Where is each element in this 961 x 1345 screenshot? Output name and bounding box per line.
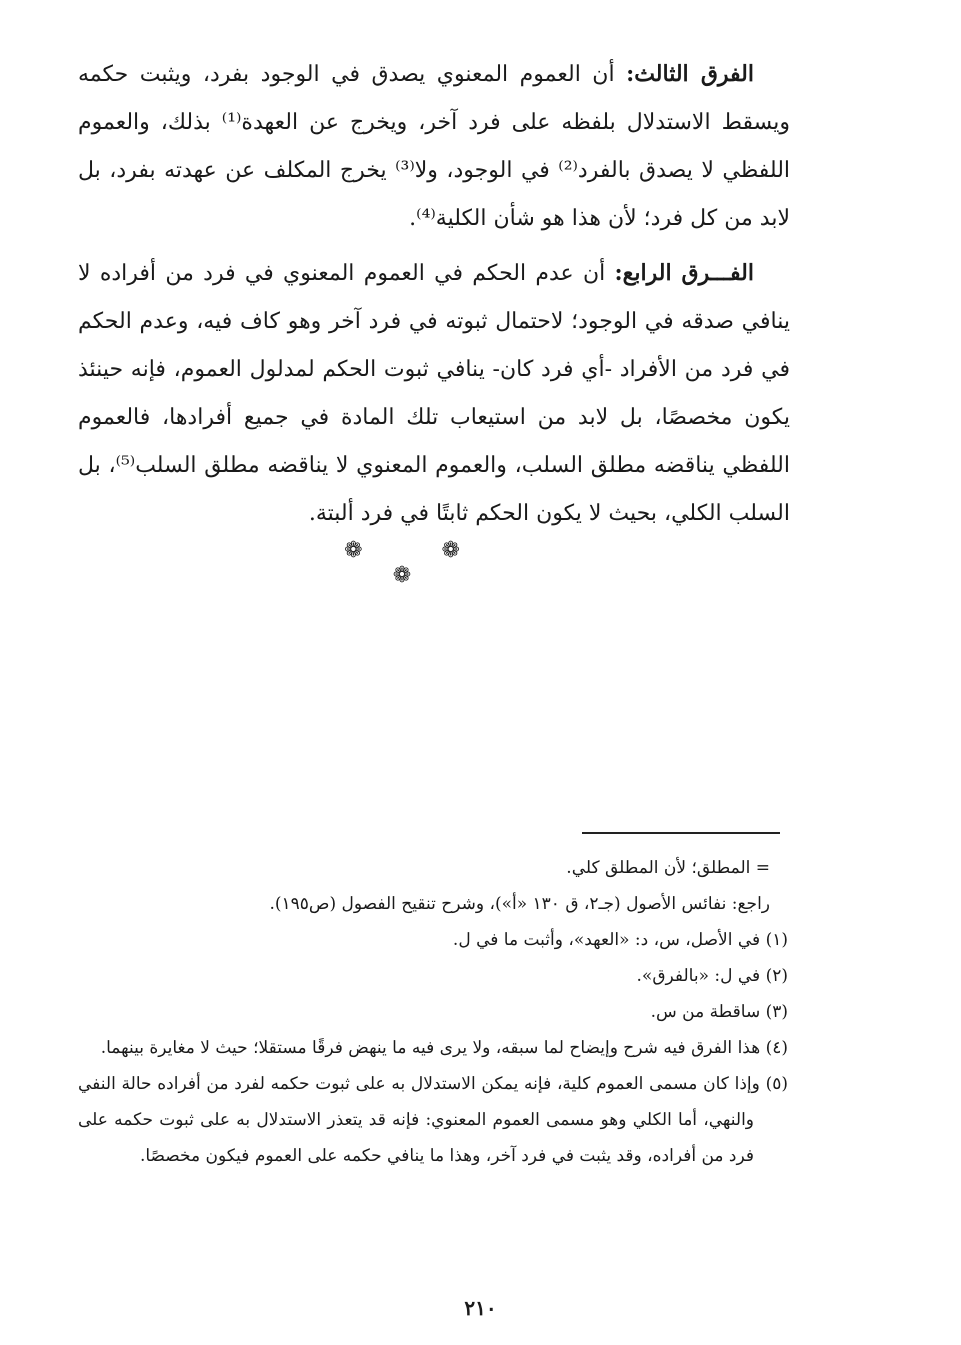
footnote-continuation: راجع: نفائس الأصول (جـ٢، ق ١٣٠ «أ»)، وشرح تنقيح الفصول (ص١٩٥). — [269, 894, 770, 914]
footnote-continuation: = المطلق؛ لأن المطلق كلي. — [566, 858, 770, 878]
footnote-3: (٣) ساقطة من س. — [650, 1002, 788, 1022]
paragraph-lead: الفـــرق الرابع: — [614, 260, 754, 286]
footnote-separator — [582, 832, 780, 834]
page-number: ٢١٠ — [464, 1296, 497, 1320]
footnote-4: (٤) هذا الفرق فيه شرح وإيضاح لما سبقه، ولا يرى فيه ما ينهض فرقًا مستقلا؛ حيث لا مغايرة بينهما. — [100, 1038, 788, 1058]
paragraph-body: أن عدم الحكم في العموم المعنوي في فرد من أفراده لا ينافي صدقه في الوجود؛ لاحتمال ثبوته في فرد آخر وهو كاف فيه، وعدم الحكم في فرد من الأفراد -أي فرد كان- ينافي ثبوت الحكم لمدلول العموم، فإنه حينئذ يكون مخصصًا، بل لابد من استيعاب تلك المادة في جميع أفرادها، فالعموم اللفظي يناقضه مطلق السلب، والعموم المعنوي لا يناقضه مطلق السلب⁽⁵⁾، بل السلب الكلي، بحيث لا يكون الحكم ثابتًا في فرد ألبتة. — [78, 261, 790, 526]
section-ornament: ❁ ❁ ❁ — [344, 538, 496, 588]
main-text — [78, 50, 790, 544]
footnotes — [78, 850, 788, 1174]
paragraph-third-difference — [78, 50, 790, 243]
paragraph-body: أن العموم المعنوي يصدق في الوجود بفرد، ويثبت حكمه ويسقط الاستدلال بلفظه على فرد آخر، ويخرج عن العهدة⁽¹⁾ بذلك، والعموم اللفظي لا يصدق بالفرد⁽²⁾ في الوجود، ولا⁽³⁾ يخرج المكلف عن عهدته بفرد، بل لابد من كل فرد؛ لأن هذا هو شأن الكلية⁽⁴⁾. — [78, 62, 791, 231]
footnote-5: (٥) وإذا كان مسمى العموم كلية، فإنه يمكن الاستدلال به على ثبوت حكمه لفرد من أفراده حالة النفي والنهي، أما الكلي وهو مسمى العموم المعنوي: فإنه قد يتعذر الاستدلال به على ثبوت حكمه على فرد من أفراده، وقد يثبت في فرد آخر، وهذا ما ينافي حكمه على العموم فيكون مخصصًا. — [78, 1074, 788, 1166]
paragraph-lead: الفرق الثالث: — [626, 61, 754, 87]
footnote-1: (١) في الأصل، س، د: «العهد»، وأثبت ما في ل. — [452, 930, 788, 950]
paragraph-fourth-difference — [78, 249, 790, 538]
footnote-2: (٢) في ل: «بالفرق». — [636, 966, 788, 986]
